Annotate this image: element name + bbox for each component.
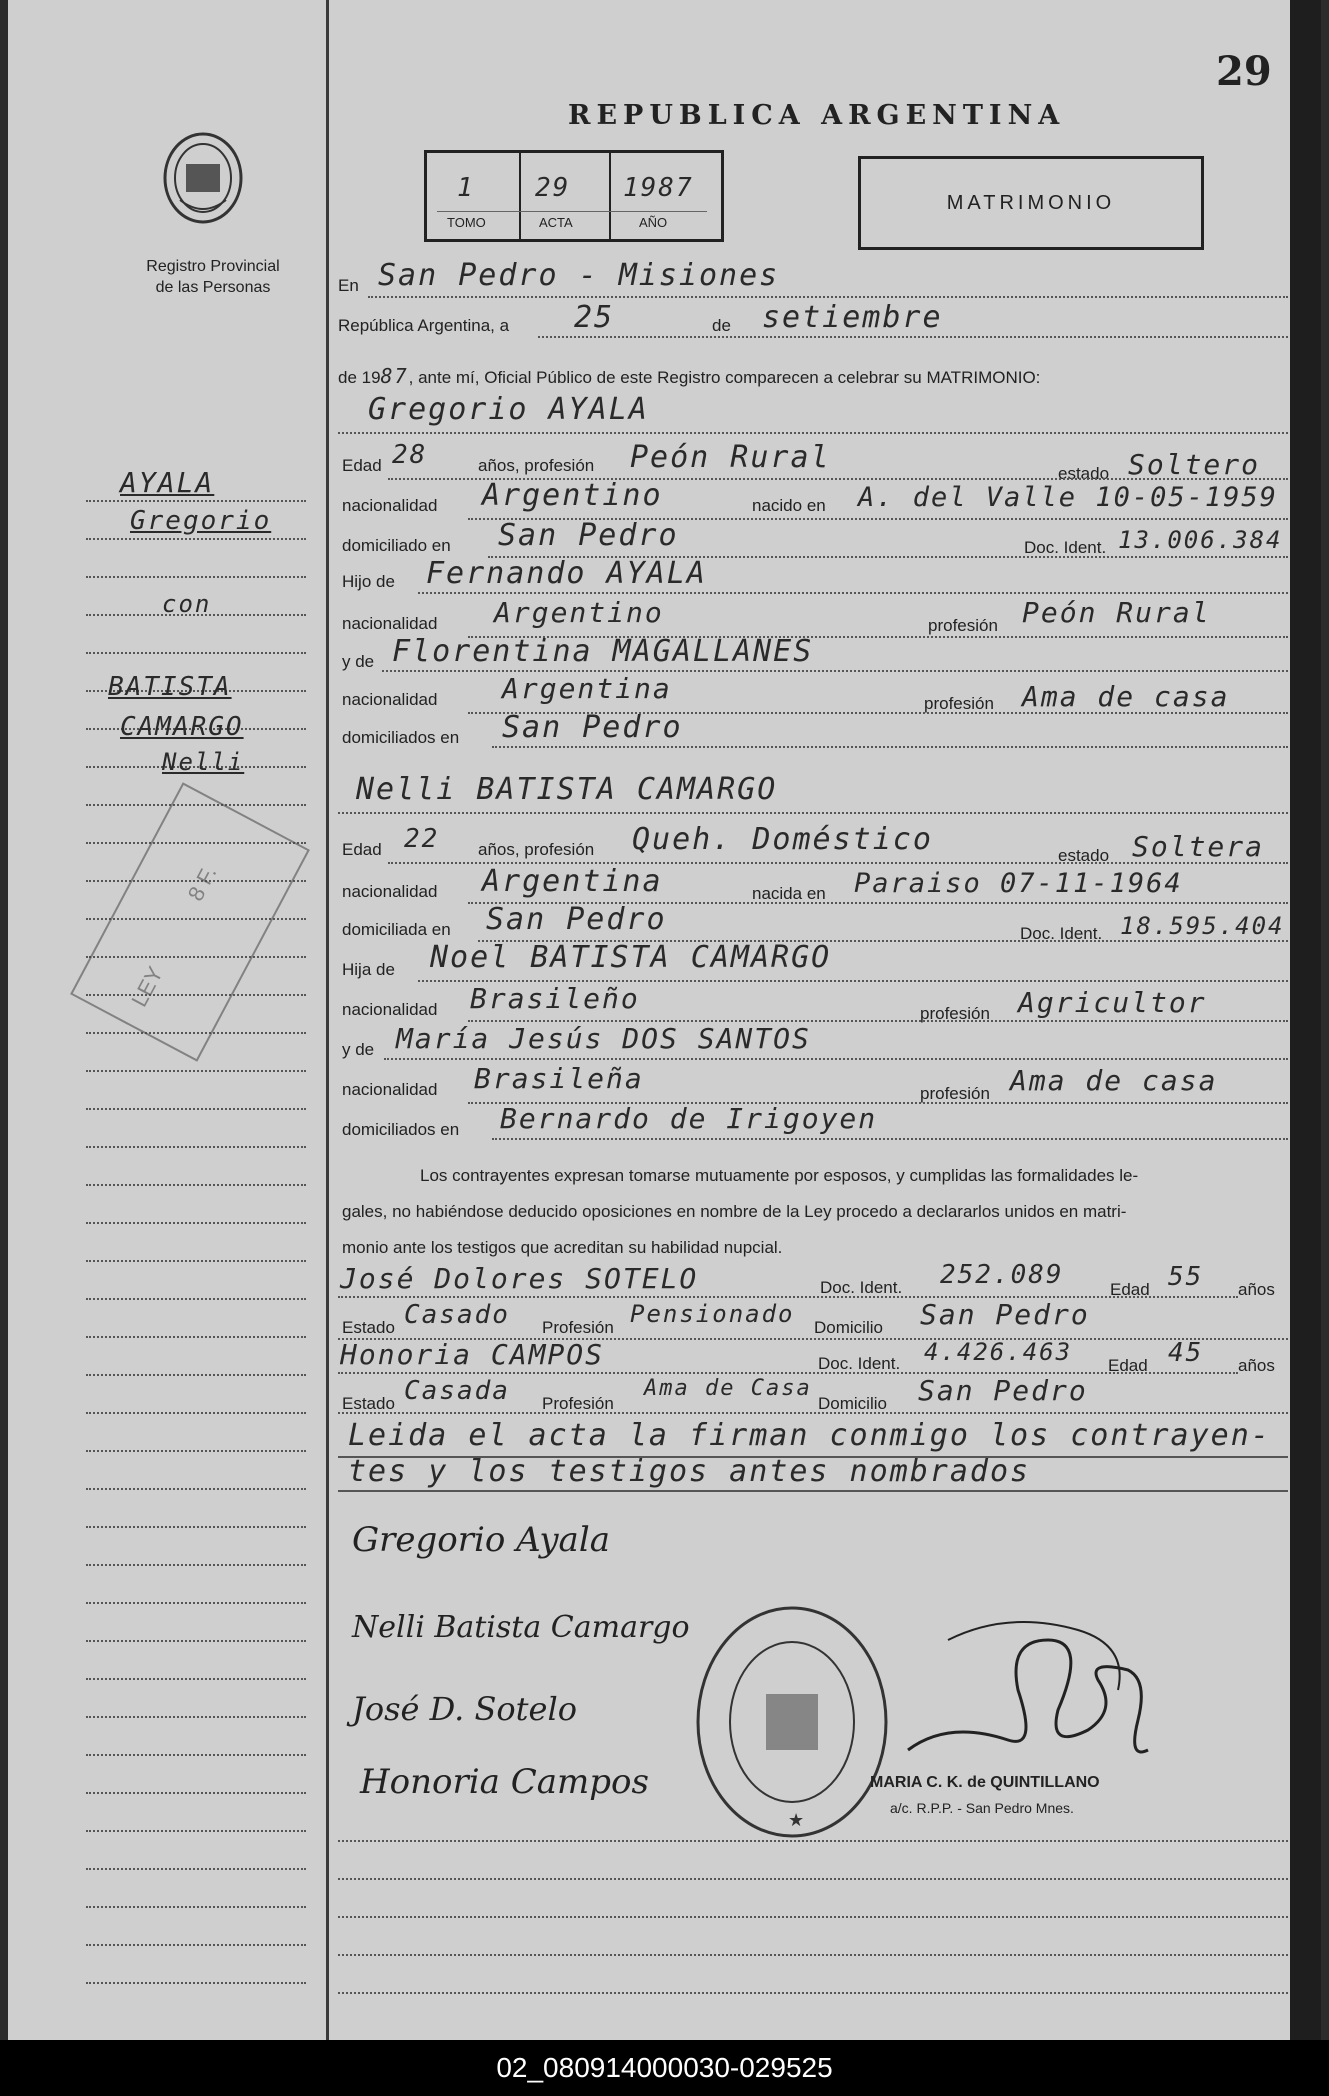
label-en: En [338, 276, 359, 295]
registry-label: Registro Provincial de las Personas [146, 258, 280, 296]
acta-label: ACTA [539, 215, 573, 230]
margin-note-con: con [162, 590, 212, 618]
country-heading: REPUBLICA ARGENTINA [568, 100, 1066, 131]
signature-witness2: Honoria Campos [360, 1762, 649, 1802]
svg-text:★: ★ [788, 1810, 805, 1830]
legal-paragraph: Los contrayentes expresan tomarse mutuamente por esposos, y cumplidas las formalidades le- gales, no habiéndose deducido oposiciones en nombre de la Ley procedo a declararlos unidos en matri- monio ante los testigos que acreditan su habilidad nupcial. [342, 1166, 1139, 1257]
margin-dotted-line [86, 1944, 306, 1946]
acta-value: 29 [535, 173, 571, 203]
groom-father-nationality: Argentino [494, 596, 664, 629]
margin-dotted-line [86, 1260, 306, 1262]
margin-dotted-line [86, 1374, 306, 1376]
groom-father-profession: Peón Rural [1022, 596, 1211, 629]
signature-groom: Gregorio Ayala [352, 1520, 610, 1560]
closing-line-1: Leida el acta la firman conmigo los contrayen- [348, 1418, 1271, 1453]
margin-dotted-line [86, 538, 306, 540]
signature-witness1: José D. Sotelo [352, 1690, 577, 1728]
place-value: San Pedro - Misiones [378, 258, 780, 293]
margin-dotted-line [86, 1716, 306, 1718]
bride-status: Soltera [1132, 830, 1265, 863]
body-dotted-line [338, 1878, 1288, 1880]
margin-dotted-line [86, 500, 306, 502]
body-dotted-line [338, 1992, 1288, 1994]
bride-doc: 18.595.404 [1120, 912, 1285, 940]
witness2-profession: Ama de Casa [644, 1376, 812, 1401]
margin-dotted-line [86, 1602, 306, 1604]
doc-type: MATRIMONIO [946, 192, 1116, 214]
groom-nationality: Argentino [482, 478, 663, 513]
register-page: 29 REPUBLICA ARGENTINA 1 29 1987 TOMO ACTA AÑO MATRIMONIO Registro Provincial de las Personas AYALA Gregorio con BATISTA CAMARGO Nelli LEY 8 F. En San Pedro - Misiones República Argentina, a 25 de setiembre de 1987, ante mí, Oficial Público de este Registro comparecen a celebrar su MATRIMONIO: Gregorio AYALA Edad 28 años, profesión Peón Rural estado Soltero nacionalidad Argentino nacido en A. del Valle 10-05-1959 domiciliado en San Pedro Doc. Ident. 13.006.384 Hijo de Fernando AYALA nacionalidad Argentino profesión Peón Rural y de Florentina MAGALLANES nacionalidad Argentina profesión Ama de casa domiciliados en San Pedro Nelli BATISTA CAMARGO Edad 22 años, profesión Queh. Doméstico estado Soltera nacionalidad Argentina nacida en Paraiso 07-11-1964 domiciliada en San Pedro Doc. Ident. 18.595.404 Hija de Noel BATISTA CAMARGO nacionalidad Brasileño profesión Agricultor y de María Jesús DOS SANTOS nacionalidad Brasileña profesión Ama de casa domiciliados en Bernardo de Irigoyen Los contrayentes expresan tomarse mutuamente por esposos, y cumplidas las formalidades le- gales, no habiéndose deducido oposiciones en nombre de la Ley procedo a declararlos unidos en matri- monio ante los testigos que acreditan su habilidad nupcial. José Dolores SOTELO Doc. Ident. 252.089 Edad 55 años Estado Casado Profesión Pensionado Domicilio San Pedro Honoria CAMPOS Doc. Ident. 4.426.463 Edad 45 años Estado Casada Profesión Ama de Casa Domicilio San Pedro Leida el acta la firman conmigo los contrayen- tes y los testigos antes nombrados Gregorio Ayala Nelli Batista Camargo José D. Sotelo Honoria Campos ★ MARIA C. K. de QUINTILLANO a/c. R.P.P. - San Pedro Mnes. [8, 0, 1298, 2040]
margin-dotted-line [86, 1488, 306, 1490]
witness1-doc: 252.089 [940, 1260, 1064, 1290]
label-de: de [712, 316, 731, 335]
tomo-label: TOMO [447, 215, 486, 230]
groom-mother: Florentina MAGALLANES [392, 634, 814, 669]
margin-dotted-line [86, 1754, 306, 1756]
witness2-domicile: San Pedro [918, 1374, 1088, 1407]
bride-father-profession: Agricultor [1018, 986, 1207, 1019]
groom-domicile: San Pedro [498, 518, 679, 553]
margin-dotted-line [86, 1678, 306, 1680]
anio-label: AÑO [639, 215, 668, 230]
witness1-name: José Dolores SOTELO [340, 1262, 699, 1295]
margin-dotted-line [86, 1412, 306, 1414]
groom-name: Gregorio AYALA [368, 392, 649, 427]
bride-father: Noel BATISTA CAMARGO [430, 940, 832, 975]
page-number: 29 [1216, 48, 1272, 95]
month-value: setiembre [762, 300, 943, 335]
matrimonio-box [858, 156, 1204, 250]
margin-note-name2: Nelli [162, 748, 245, 776]
witness2-status: Casada [404, 1376, 510, 1406]
bride-mother: María Jesús DOS SANTOS [396, 1022, 811, 1055]
bride-nationality: Argentina [482, 864, 663, 899]
witness2-name: Honoria CAMPOS [340, 1338, 605, 1371]
groom-age: 28 [392, 440, 428, 470]
official-name: MARIA C. K. de QUINTILLANO [870, 1774, 1100, 1791]
margin-dotted-line [86, 1336, 306, 1338]
closing-line-2: tes y los testigos antes nombrados [348, 1454, 1031, 1489]
registry-round-seal [692, 1602, 892, 1842]
margin-dotted-line [86, 1146, 306, 1148]
binding-edge [1290, 0, 1321, 2040]
margin-dotted-line [86, 652, 306, 654]
body-dotted-line [338, 1840, 1288, 1842]
bride-domicile: San Pedro [486, 902, 667, 937]
bride-mother-nationality: Brasileña [474, 1062, 644, 1095]
witness1-status: Casado [404, 1300, 510, 1330]
groom-doc: 13.006.384 [1118, 526, 1283, 554]
anio-value: 1987 [623, 173, 694, 203]
margin-dotted-line [86, 1830, 306, 1832]
margin-dotted-line [86, 1450, 306, 1452]
archive-code: 02_080914000030-029525 [0, 2040, 1329, 2096]
witness2-age: 45 [1168, 1338, 1204, 1368]
margin-dotted-line [86, 1792, 306, 1794]
body-dotted-line [338, 1954, 1288, 1956]
groom-parents-domicile: San Pedro [502, 710, 683, 745]
witness1-age: 55 [1168, 1262, 1204, 1292]
margin-dotted-line [86, 1564, 306, 1566]
margin-dotted-line [86, 1184, 306, 1186]
margin-dotted-line [86, 1868, 306, 1870]
groom-status: Soltero [1128, 448, 1261, 481]
groom-profession: Peón Rural [630, 440, 831, 475]
label-republica: República Argentina, a [338, 316, 510, 335]
margin-note-surname2: BATISTA [108, 672, 232, 702]
year-suffix: 87 [380, 364, 409, 388]
bride-profession: Queh. Doméstico [632, 822, 933, 857]
margin-dotted-line [86, 1526, 306, 1528]
label-de19: de 1987, ante mí, Oficial Público de este Registro comparecen a celebrar su MATRIMONIO: [338, 364, 1041, 388]
bride-birth: Paraiso 07-11-1964 [854, 868, 1183, 899]
witness2-doc: 4.426.463 [924, 1338, 1073, 1366]
margin-stamp: LEY 8 F. [70, 782, 310, 1062]
margin-dotted-line [86, 1906, 306, 1908]
margin-dotted-line [86, 1108, 306, 1110]
groom-father: Fernando AYALA [426, 556, 707, 591]
margin-note-name: Gregorio [130, 506, 272, 536]
margin-dotted-line [86, 1298, 306, 1300]
margin-dotted-line [86, 1640, 306, 1642]
margin-dotted-line [86, 1982, 306, 1984]
bride-father-nationality: Brasileño [470, 982, 640, 1015]
groom-mother-nationality: Argentina [502, 672, 672, 705]
tomo-value: 1 [457, 173, 475, 203]
margin-dotted-line [86, 576, 306, 578]
provincial-seal-icon [160, 130, 246, 230]
tomo-acta-anio-box [424, 150, 724, 242]
bride-age: 22 [404, 824, 440, 854]
official-role: a/c. R.P.P. - San Pedro Mnes. [890, 1800, 1074, 1816]
official-signature-icon [888, 1600, 1188, 1790]
margin-dotted-line [86, 1222, 306, 1224]
bride-mother-profession: Ama de casa [1010, 1064, 1218, 1097]
bride-parents-domicile: Bernardo de Irigoyen [500, 1102, 878, 1135]
margin-dotted-line [86, 1070, 306, 1072]
body-dotted-line [338, 1916, 1288, 1918]
day-value: 25 [574, 300, 615, 335]
witness1-profession: Pensionado [630, 1300, 795, 1328]
bride-name: Nelli BATISTA CAMARGO [356, 772, 778, 807]
witness1-domicile: San Pedro [920, 1298, 1090, 1331]
signature-bride: Nelli Batista Camargo [352, 1610, 690, 1645]
margin-note-surname: AYALA [120, 466, 215, 499]
margin-divider [326, 0, 329, 2040]
margin-note-surname3: CAMARGO [120, 712, 244, 742]
groom-birth: A. del Valle 10-05-1959 [858, 482, 1278, 513]
groom-mother-profession: Ama de casa [1022, 680, 1230, 713]
